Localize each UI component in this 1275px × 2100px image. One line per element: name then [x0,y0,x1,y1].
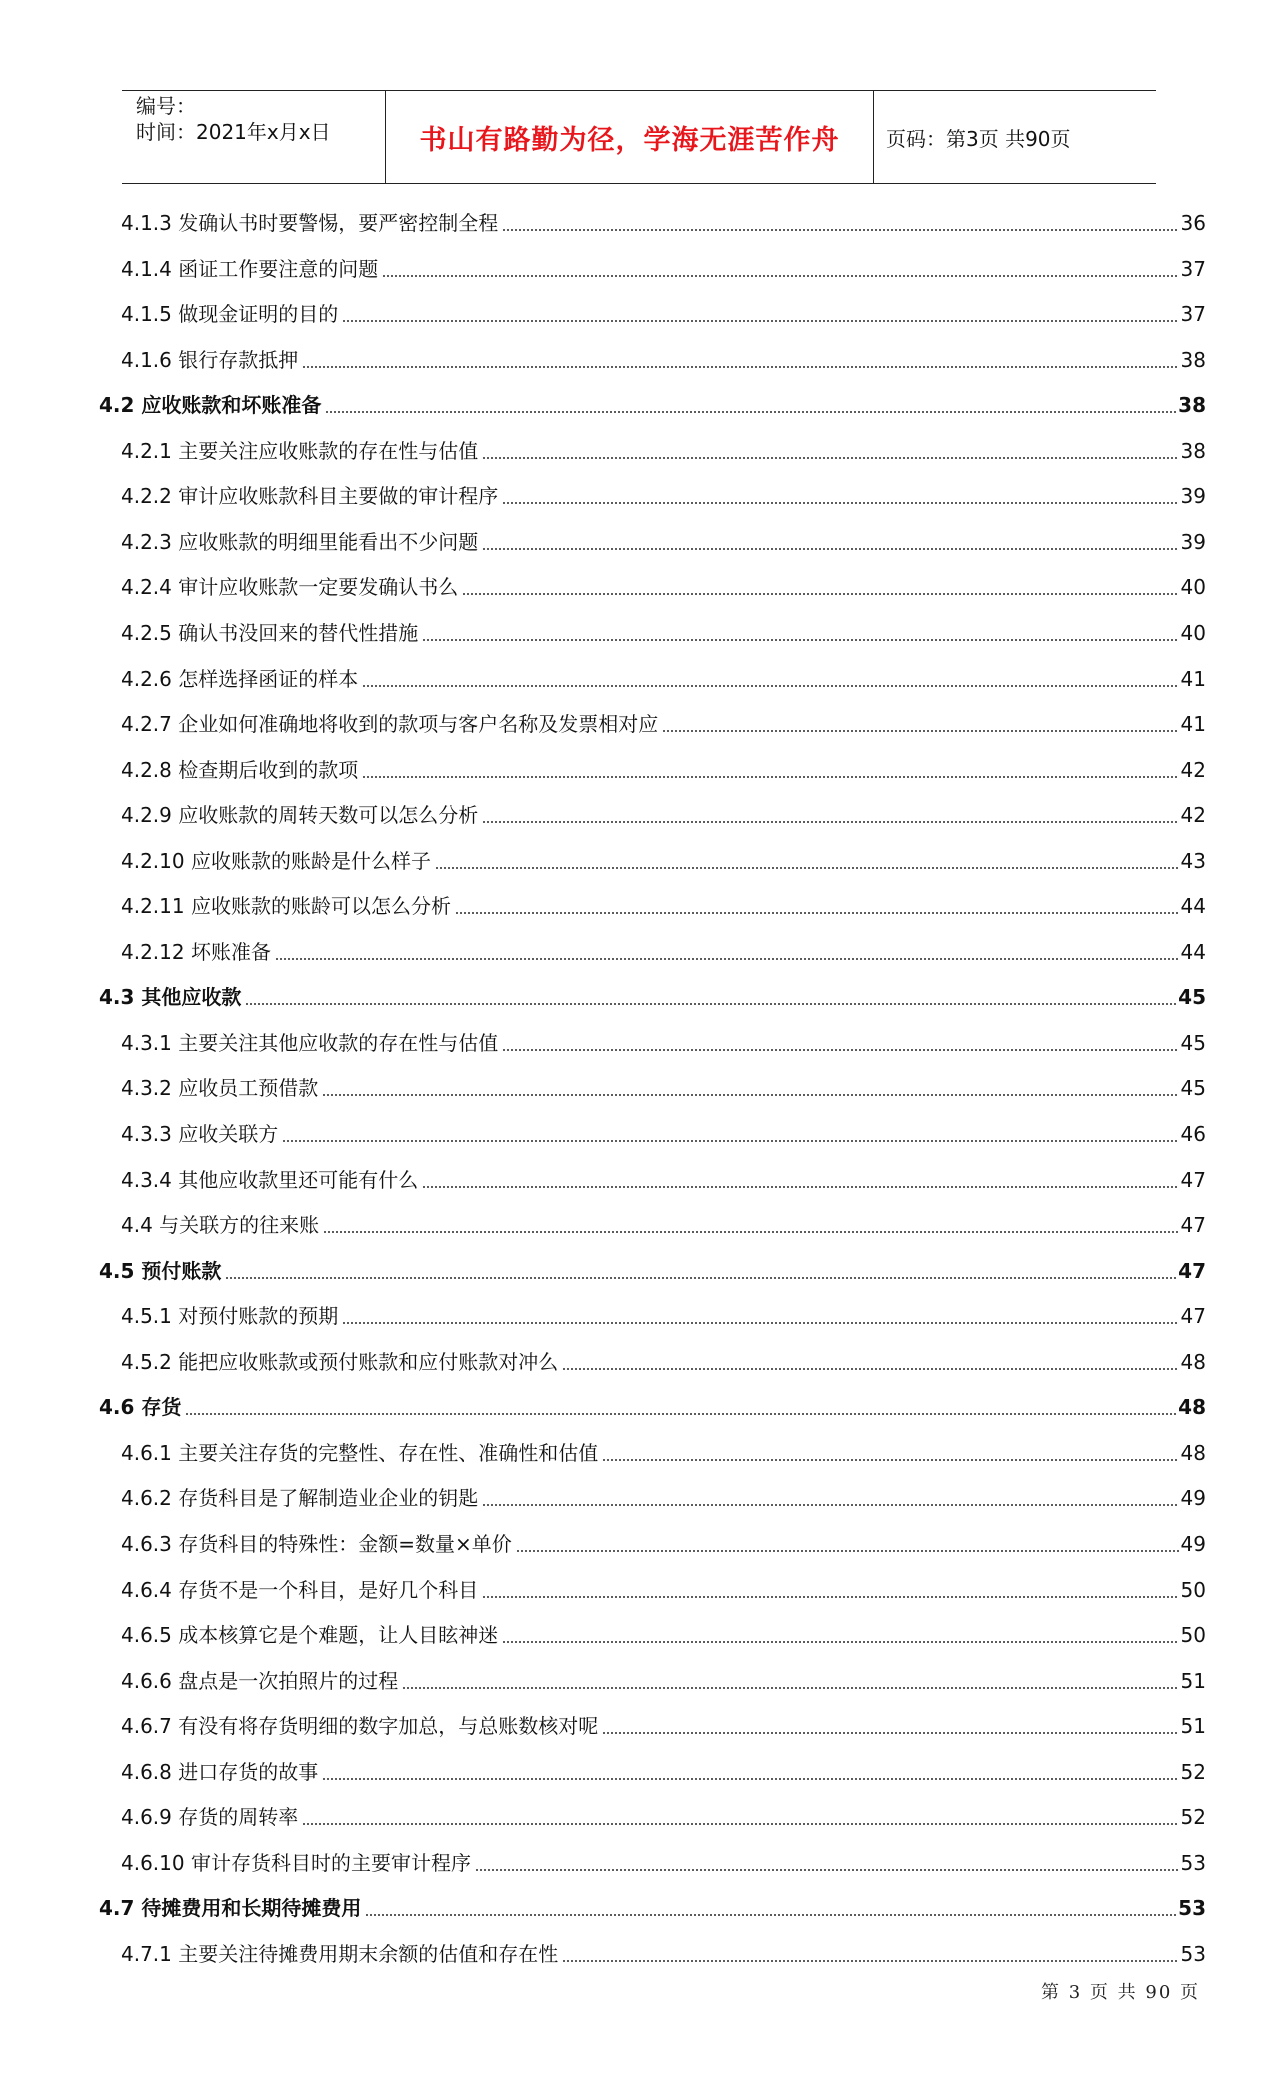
toc-entry[interactable] [121,207,1206,237]
toc-leader-dots [475,1852,1179,1872]
toc-entry[interactable] [99,981,1206,1011]
toc-entry-page-number: 38 [1178,393,1206,418]
toc-entry-title: 4.7 待摊费用和长期待摊费用 [99,1896,362,1921]
toc-leader-dots [323,1214,1178,1234]
toc-leader-dots [382,258,1178,278]
toc-entry-page-number: 50 [1180,1623,1206,1648]
toc-entry-title: 4.6.3 存货科目的特殊性：金额=数量×单价 [121,1531,512,1556]
toc-entry-title: 4.6.7 有没有将存货明细的数字加总，与总账数核对呢 [121,1714,599,1739]
header-left-cell [122,91,385,183]
toc-entry[interactable] [121,845,1206,875]
toc-leader-dots [342,1305,1178,1325]
toc-entry-page-number: 53 [1180,1941,1206,1966]
toc-entry-page-number: 51 [1180,1714,1206,1739]
toc-entry[interactable] [121,526,1206,556]
toc-entry-title: 4.2.11 应收账款的账龄可以怎么分析 [121,894,451,919]
toc-entry-page-number: 45 [1180,1076,1206,1101]
toc-entry[interactable] [121,1528,1206,1558]
toc-entry-title: 4.6.5 成本核算它是个难题，让人目眩神迷 [121,1623,499,1648]
toc-entry-title: 4.2.5 确认书没回来的替代性措施 [121,620,419,645]
toc-entry-title: 4.6.9 存货的周转率 [121,1805,299,1830]
toc-entry-title: 4.5.2 能把应收账款或预付账款和应付账款对冲么 [121,1349,559,1374]
toc-entry-page-number: 41 [1180,712,1206,737]
toc-entry-page-number: 44 [1180,894,1206,919]
header-time-label: 时间：2021年x月x日 [136,120,331,144]
header-page-label: 页码：第3页 共90页 [886,126,1071,151]
toc-leader-dots [602,1715,1178,1735]
toc-entry[interactable] [121,1938,1206,1968]
toc-entry[interactable] [121,799,1206,829]
toc-entry[interactable] [121,571,1206,601]
toc-leader-dots [342,303,1178,323]
toc-entry[interactable] [121,344,1206,374]
toc-entry-page-number: 45 [1178,985,1206,1010]
toc-leader-dots [435,850,1179,870]
toc-entry-page-number: 38 [1180,438,1206,463]
toc-entry-page-number: 36 [1180,211,1206,235]
toc-leader-dots [245,986,1176,1006]
toc-leader-dots [502,485,1178,505]
toc-entry-page-number: 48 [1180,1440,1206,1465]
toc-entry-title: 4.2.12 坏账准备 [121,939,271,964]
toc-entry[interactable] [121,1482,1206,1512]
toc-entry-title: 4.2 应收账款和坏账准备 [99,393,322,418]
toc-entry-title: 4.1.6 银行存款抵押 [121,347,299,372]
toc-entry-title: 4.3.1 主要关注其他应收款的存在性与估值 [121,1030,499,1055]
toc-entry-page-number: 42 [1180,757,1206,782]
toc-leader-dots [455,895,1179,915]
toc-entry-page-number: 53 [1180,1850,1206,1875]
toc-entry[interactable] [121,1209,1206,1239]
toc-entry-page-number: 37 [1180,256,1206,281]
toc-entry-page-number: 47 [1178,1258,1206,1283]
toc-leader-dots [365,1897,1176,1917]
toc-entry-page-number: 42 [1180,803,1206,828]
toc-entry-title: 4.2.4 审计应收账款一定要发确认书么 [121,575,459,600]
toc-entry-page-number: 47 [1180,1213,1206,1238]
toc-entry-page-number: 52 [1180,1805,1206,1830]
toc-entry[interactable] [121,936,1206,966]
toc-entry-page-number: 44 [1180,939,1206,964]
toc-entry-title: 4.1.5 做现金证明的目的 [121,302,339,327]
toc-entry[interactable] [121,1346,1206,1376]
toc-entry-title: 4.5.1 对预付账款的预期 [121,1304,339,1329]
toc-entry[interactable] [121,435,1206,465]
toc-entry-page-number: 47 [1180,1167,1206,1192]
toc-entry-title: 4.2.6 怎样选择函证的样本 [121,666,359,691]
toc-entry-title: 4.3.4 其他应收款里还可能有什么 [121,1167,419,1192]
toc-entry-title: 4.6.1 主要关注存货的完整性、存在性、准确性和估值 [121,1440,599,1465]
toc-entry-page-number: 52 [1180,1759,1206,1784]
toc-entry[interactable] [121,1574,1206,1604]
toc-entry-title: 4.6.6 盘点是一次拍照片的过程 [121,1668,399,1693]
toc-entry[interactable] [121,253,1206,283]
page-header [122,90,1156,184]
toc-entry-page-number: 49 [1180,1531,1206,1556]
toc-leader-dots [502,1032,1178,1052]
toc-entry[interactable] [121,754,1206,784]
toc-leader-dots [275,941,1179,961]
header-motto-cell [385,91,874,183]
toc-leader-dots [462,576,1178,596]
toc-entry[interactable] [99,389,1206,419]
toc-leader-dots [322,1077,1178,1097]
toc-entry-page-number: 48 [1178,1395,1206,1420]
toc-entry[interactable] [121,1027,1206,1057]
toc-entry-title: 4.6.2 存货科目是了解制造业企业的钥匙 [121,1486,479,1511]
toc-entry-title: 4.2.2 审计应收账款科目主要做的审计程序 [121,484,499,509]
toc-entry-title: 4.4 与关联方的往来账 [121,1213,320,1238]
toc-entry[interactable] [99,1255,1206,1285]
toc-entry[interactable] [121,663,1206,693]
toc-entry[interactable] [121,617,1206,647]
toc-entry[interactable] [121,1118,1206,1148]
toc-leader-dots [502,1624,1178,1644]
toc-entry-title: 4.6 存货 [99,1395,182,1420]
toc-entry[interactable] [121,1072,1206,1102]
toc-entry-title: 4.2.7 企业如何准确地将收到的款项与客户名称及发票相对应 [121,712,659,737]
toc-leader-dots [662,713,1178,733]
header-right-cell [874,91,1156,183]
toc-entry-page-number: 39 [1180,484,1206,509]
toc-leader-dots [362,668,1178,688]
header-motto: 书山有路勤为径，学海无涯苦作舟 [419,124,840,156]
header-number-label: 编号： [136,94,196,118]
toc-entry[interactable] [121,1300,1206,1330]
toc-leader-dots [185,1396,1176,1416]
toc-entry-title: 4.2.9 应收账款的周转天数可以怎么分析 [121,803,479,828]
toc-entry[interactable] [121,1437,1206,1467]
toc-leader-dots [422,1169,1178,1189]
toc-leader-dots [402,1670,1178,1690]
toc-entry-title: 4.2.8 检查期后收到的款项 [121,757,359,782]
toc-leader-dots [562,1351,1178,1371]
toc-leader-dots [562,1943,1178,1963]
toc-entry-title: 4.6.10 审计存货科目时的主要审计程序 [121,1850,471,1875]
toc-leader-dots [482,804,1178,824]
toc-leader-dots [302,1806,1178,1826]
toc-entry-page-number: 47 [1180,1304,1206,1329]
toc-entry-title: 4.2.10 应收账款的账龄是什么样子 [121,848,431,873]
toc-leader-dots [482,440,1178,460]
toc-entry-title: 4.1.3 发确认书时要警惕，要严密控制全程 [121,211,499,235]
toc-leader-dots [282,1123,1178,1143]
toc-entry[interactable] [121,1619,1206,1649]
toc-entry[interactable] [99,1892,1206,1922]
toc-entry[interactable] [121,1756,1206,1786]
toc-entry[interactable] [121,1847,1206,1877]
toc-entry-page-number: 48 [1180,1349,1206,1374]
toc-leader-dots [482,1487,1178,1507]
toc-entry-page-number: 37 [1180,302,1206,327]
toc-entry-page-number: 41 [1180,666,1206,691]
toc-leader-dots [322,1761,1178,1781]
toc-entry[interactable] [121,1665,1206,1695]
toc-leader-dots [422,622,1178,642]
toc-entry[interactable] [121,890,1206,920]
toc-entry-title: 4.6.8 进口存货的故事 [121,1759,319,1784]
toc-entry[interactable] [121,708,1206,738]
toc-leader-dots [602,1442,1178,1462]
toc-entry-title: 4.7.1 主要关注待摊费用期末余额的估值和存在性 [121,1941,559,1966]
toc-entry-page-number: 40 [1180,620,1206,645]
toc-entry-title: 4.2.3 应收账款的明细里能看出不少问题 [121,529,479,554]
toc-entry-page-number: 50 [1180,1577,1206,1602]
toc-entry[interactable] [121,1164,1206,1194]
toc-entry-page-number: 53 [1178,1896,1206,1921]
toc-entry-title: 4.3 其他应收款 [99,985,242,1010]
toc-entry[interactable] [121,298,1206,328]
toc-entry-title: 4.1.4 函证工作要注意的问题 [121,256,379,281]
toc-entry-page-number: 43 [1180,848,1206,873]
toc-entry-title: 4.6.4 存货不是一个科目，是好几个科目 [121,1577,479,1602]
toc-entry-page-number: 40 [1180,575,1206,600]
toc-leader-dots [362,759,1178,779]
toc-leader-dots [302,349,1178,369]
toc-entry-title: 4.3.2 应收员工预借款 [121,1076,319,1101]
toc-entry-page-number: 46 [1180,1122,1206,1146]
toc-leader-dots [325,394,1176,414]
toc-entry[interactable] [121,1710,1206,1740]
toc-entry-title: 4.5 预付账款 [99,1258,222,1283]
toc-leader-dots [516,1533,1179,1553]
toc-entry-page-number: 38 [1180,347,1206,372]
toc-entry-page-number: 45 [1180,1030,1206,1055]
toc-leader-dots [482,531,1178,551]
toc-leader-dots [482,1579,1178,1599]
toc-entry[interactable] [121,1801,1206,1831]
toc-entry[interactable] [121,480,1206,510]
toc-entry-title: 4.3.3 应收关联方 [121,1122,279,1146]
page-footer: 第 3 页 共 90 页 [1041,1982,1200,2003]
toc-entry[interactable] [99,1391,1206,1421]
toc-entry-page-number: 51 [1180,1668,1206,1693]
toc-entry-title: 4.2.1 主要关注应收账款的存在性与估值 [121,438,479,463]
toc-entry-page-number: 39 [1180,529,1206,554]
toc-leader-dots [502,212,1178,232]
toc-entry-page-number: 49 [1180,1486,1206,1511]
toc-leader-dots [225,1260,1176,1280]
